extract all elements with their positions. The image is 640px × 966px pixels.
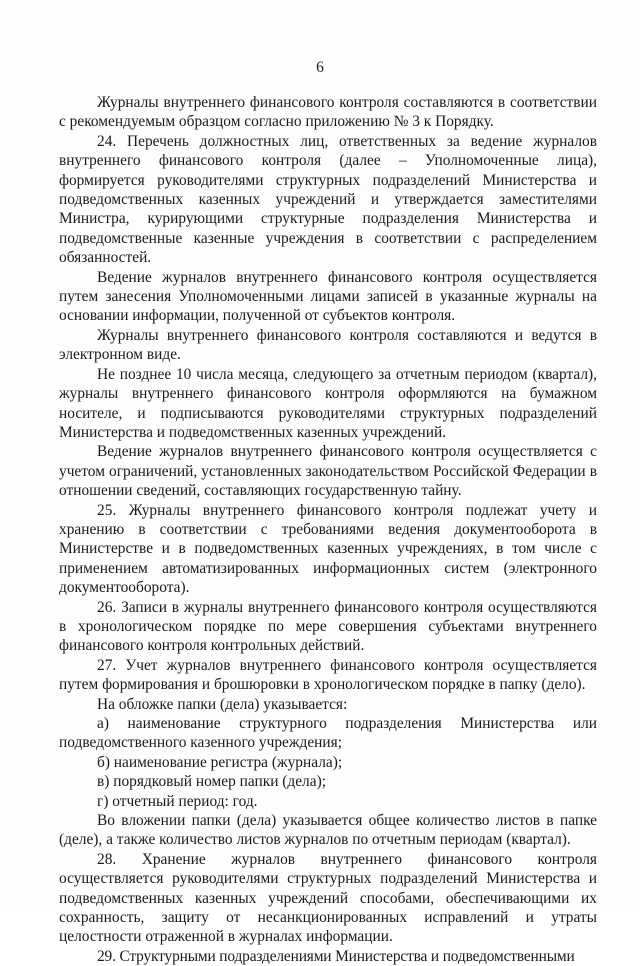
list-item-a: а) наименование структурного подразделения Министерства или подведомственного казенного учреждения; (59, 715, 597, 752)
paragraph-29-start: 29. Структурными подразделениями Министерства и подведомственными (97, 947, 575, 965)
paragraph-25-accounting-storage: 25. Журналы внутреннего финансового контроля подлежат учету и хранению в соответствии с требованиями ведения документооборота в Министерстве и в подведомственных казенных учреждениях, в том числе с применением автоматизированных информационных систем (электронного документооборота). (59, 501, 597, 597)
paragraph-journals-entry: Ведение журналов внутреннего финансового контроля осуществляется путем занесения Уполномоченными лицами записей в указанные журналы на основании информации, полученной от субъектов контроля. (59, 268, 597, 325)
list-item-b: б) наименование регистра (журнала); (97, 753, 343, 771)
paragraph-28-storage: 28. Хранение журналов внутреннего финансового контроля осуществляется руководителями структурных подразделений Министерства и подведомственных казенных учреждений способами, обеспечивающими их сохранность, защиту от несанкционированных исправлений и утраты целостности отраженной в журналах информации. (59, 850, 597, 946)
list-item-g: г) отчетный период: год. (97, 792, 258, 810)
page-number: 6 (316, 59, 324, 76)
paragraph-journals-format: Журналы внутреннего финансового контроля составляются в соответствии с рекомендуемым образцом согласно приложению № 3 к Порядку. (59, 94, 597, 131)
paragraph-24-list-of-officials: 24. Перечень должностных лиц, ответственных за ведение журналов внутреннего финансового контроля (далее – Уполномоченные лица), формируется руководителями структурных подразделений Министерства и подведомственных казенных учреждений и утверждается заместителями Министра, курирующими структурные подразделения Министерства и подведомственные казенные учреждения в соответствии с распределением обязанностей. (59, 132, 597, 267)
paragraph-state-secret: Ведение журналов внутреннего финансового контроля осуществляется с учетом ограничений, установленных законодательством Российской Федерации в отношении сведений, составляющих государственную тайну. (59, 443, 597, 500)
paragraph-folder-contents: Во вложении папки (дела) указывается общее количество листов в папке (деле), а также количество листов журналов по отчетным периодам (квартал). (59, 812, 597, 849)
paragraph-27-binding: 27. Учет журналов внутреннего финансового контроля осуществляется путем формирования и брошюровки в хронологическом порядке в папку (дело). (59, 656, 597, 694)
paragraph-electronic-form: Журналы внутреннего финансового контроля составляются и ведутся в электронном виде. (59, 326, 597, 364)
paragraph-26-chronological-entries: 26. Записи в журналы внутреннего финансового контроля осуществляются в хронологическом порядке по мере совершения субъектами внутреннего финансового контроля контрольных действий. (59, 598, 597, 655)
document-body (59, 93, 597, 966)
paragraph-folder-cover: На обложке папки (дела) указывается: (97, 695, 348, 713)
list-item-v: в) порядковый номер папки (дела); (97, 773, 326, 791)
paragraph-deadline: Не позднее 10 числа месяца, следующего за отчетным периодом (квартал), журналы внутреннего финансового контроля оформляются на бумажном носителе, и подписываются руководителями структурных подразделений Министерства и подведомственных казенных учреждений. (59, 365, 597, 441)
